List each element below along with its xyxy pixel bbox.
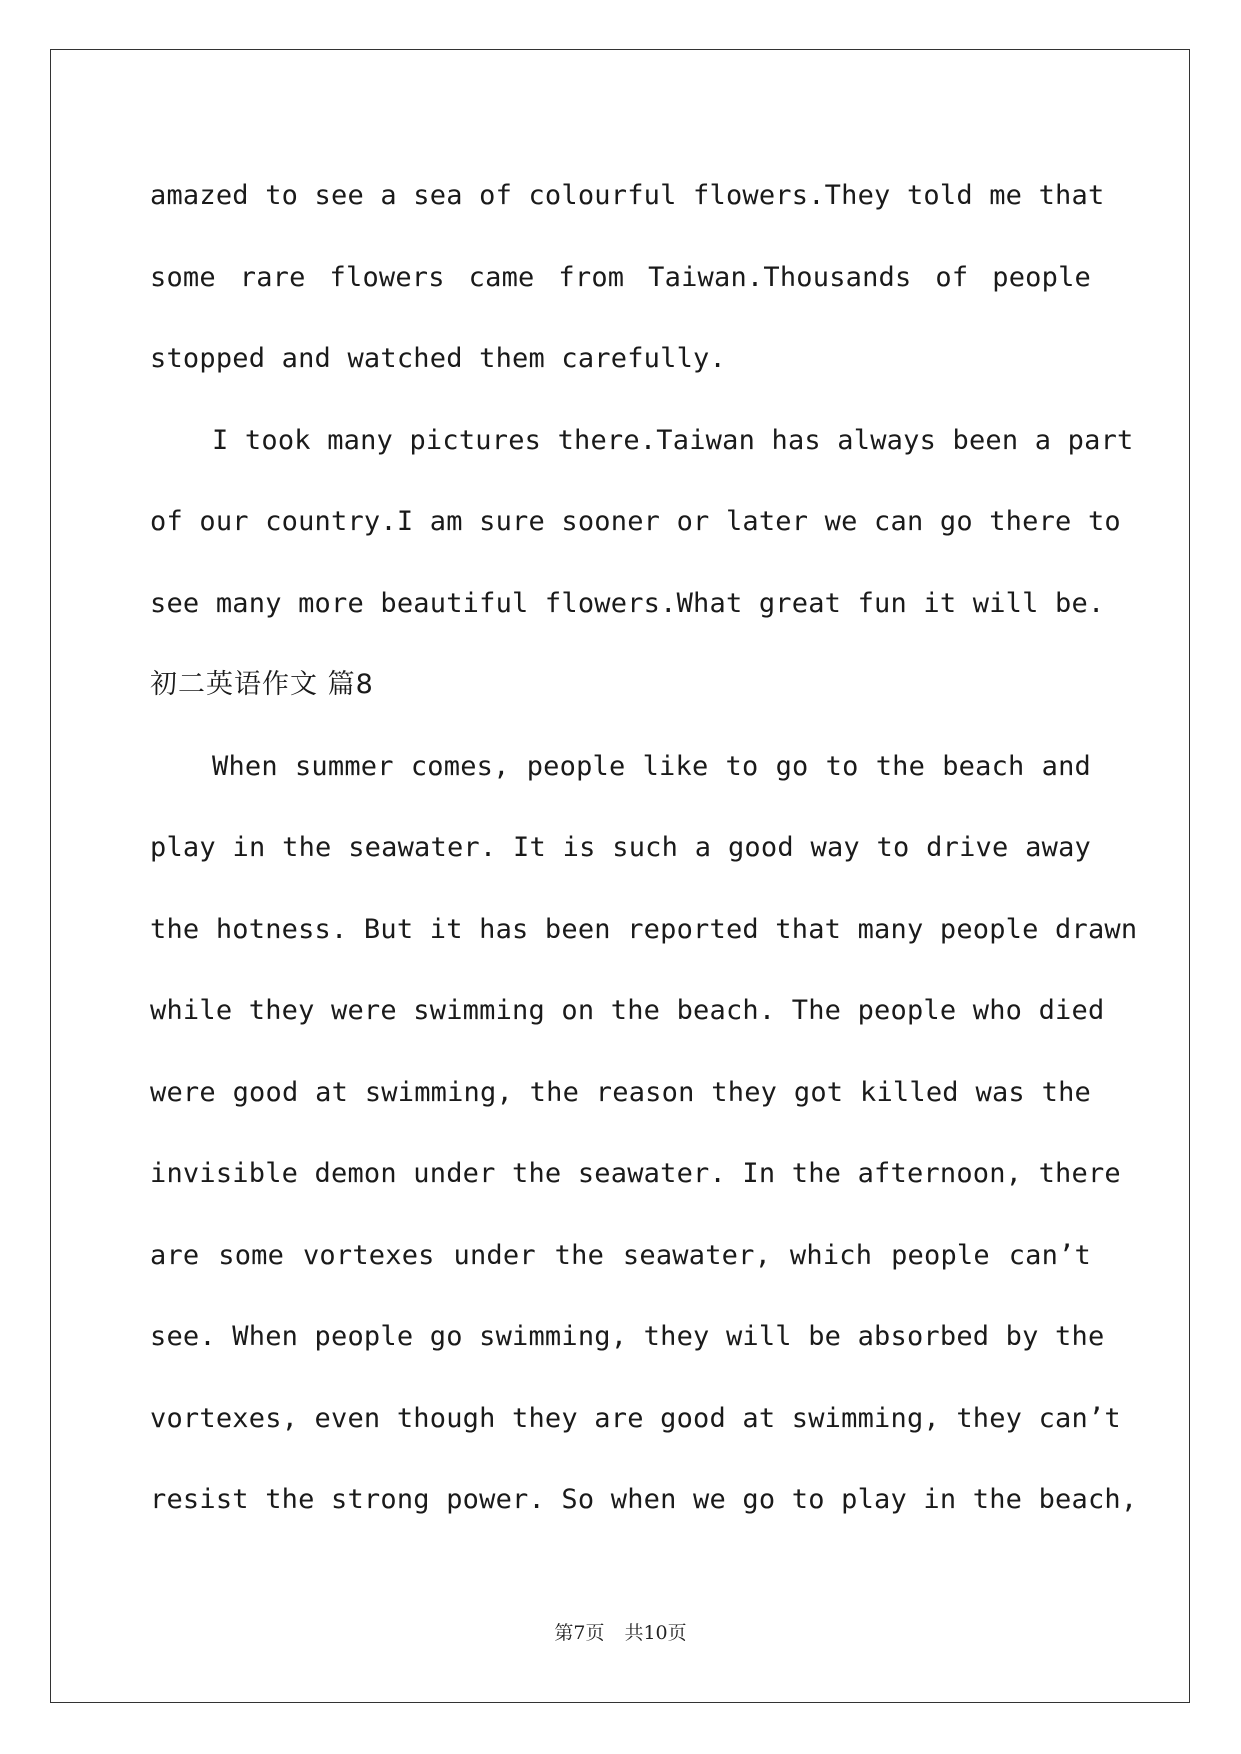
text-line: see many more beautiful flowers.What great fun it will be. — [150, 587, 1105, 619]
text-line: some rare flowers came from Taiwan.Thousands of people — [150, 261, 1091, 293]
text-line: vortexes, even though they are good at swimming, they can’t — [150, 1402, 1121, 1434]
text-line: When summer comes, people like to go to the beach and — [212, 750, 1091, 782]
text-line: amazed to see a sea of colourful flowers.They told me that — [150, 180, 1105, 211]
document-body — [150, 155, 1138, 1541]
page-number: 第7页 — [554, 1622, 605, 1644]
text-line: while they were swimming on the beach. The people who died — [150, 995, 1105, 1026]
text-line: are some vortexes under the seawater, which people can’t — [150, 1239, 1091, 1271]
text-line: the hotness. But it has been reported that many people drawn — [150, 913, 1138, 945]
text-line: invisible demon under the seawater. In the afternoon, there — [150, 1158, 1121, 1189]
text-line: were good at swimming, the reason they got killed was the — [150, 1076, 1091, 1108]
text-line: of our country.I am sure sooner or later we can go there to — [150, 506, 1121, 537]
text-line: I took many pictures there.Taiwan has always been a part — [212, 424, 1134, 456]
page-total: 共10页 — [624, 1622, 687, 1644]
page-footer — [0, 1618, 1241, 1645]
text-line: play in the seawater. It is such a good way to drive away — [150, 832, 1091, 863]
section-heading: 初二英语作文 篇8 — [150, 669, 374, 700]
text-line: see. When people go swimming, they will be absorbed by the — [150, 1321, 1105, 1352]
text-line: resist the strong power. So when we go to play in the beach, — [150, 1484, 1138, 1515]
text-line: stopped and watched them carefully. — [150, 343, 726, 374]
